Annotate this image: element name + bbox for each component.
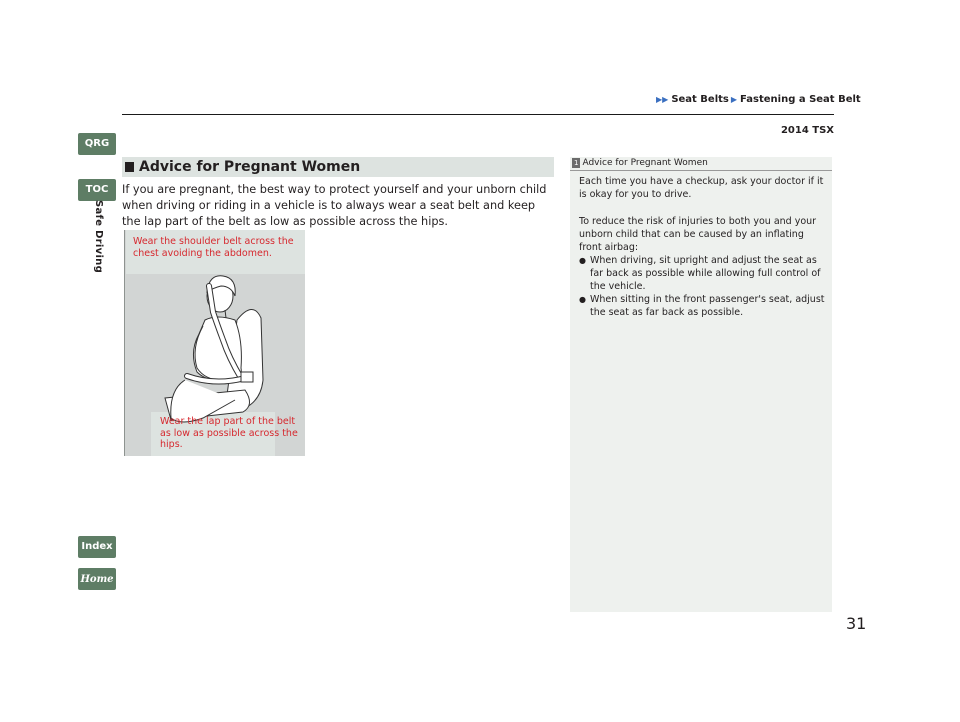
qrg-button[interactable]: QRG xyxy=(78,133,116,155)
sidebar-title xyxy=(572,158,708,168)
index-button[interactable]: Index xyxy=(78,536,116,558)
sidebar-paragraph-1: Each time you have a checkup, ask your doctor if it is okay for you to drive. xyxy=(579,176,824,200)
page-number: 31 xyxy=(846,614,867,633)
arrow-icon: ▶ xyxy=(730,95,738,104)
section-header xyxy=(122,157,554,177)
sidebar-paragraph-2: To reduce the risk of injuries to both you and your unborn child that can be caused by an inflating front airbag: xyxy=(579,216,817,253)
section-title: Advice for Pregnant Women xyxy=(139,159,361,175)
sidebar-title-text: Advice for Pregnant Women xyxy=(582,158,708,168)
list-item: ● When sitting in the front passenger's seat, adjust the seat as far back as possible. xyxy=(579,293,829,319)
sidebar-bullet-list xyxy=(579,254,829,319)
caption-shoulder-belt: Wear the shoulder belt across the chest avoiding the abdomen. xyxy=(133,236,294,259)
breadcrumb-item-seat-belts[interactable]: Seat Belts xyxy=(671,94,729,105)
home-label: Home xyxy=(80,573,114,585)
toc-button[interactable]: TOC xyxy=(78,179,116,201)
double-arrow-icon: ▶▶ xyxy=(656,95,669,104)
note-number-badge: 1 xyxy=(574,159,579,167)
pregnant-seatbelt-figure xyxy=(124,230,305,456)
caption-lap-belt: Wear the lap part of the belt as low as possible across the hips. xyxy=(160,416,298,450)
model-label: 2014 TSX xyxy=(780,125,834,136)
chapter-tab: Safe Driving xyxy=(93,200,104,274)
list-item: ● When driving, sit upright and adjust the seat as far back as possible while allowing full control of the vehicle. xyxy=(579,254,829,293)
breadcrumb-item-fastening[interactable]: Fastening a Seat Belt xyxy=(740,94,861,105)
sidebar-body xyxy=(579,175,829,319)
sidebar-divider xyxy=(570,170,832,171)
home-button[interactable] xyxy=(78,568,116,590)
breadcrumb xyxy=(656,94,861,105)
section-body: If you are pregnant, the best way to protect yourself and your unborn child when driving or riding in a vehicle is to always wear a seat belt and keep the lap part of the belt as low as possible across the hips. xyxy=(122,183,547,228)
square-bullet-icon xyxy=(125,162,134,172)
header-divider xyxy=(122,114,834,115)
